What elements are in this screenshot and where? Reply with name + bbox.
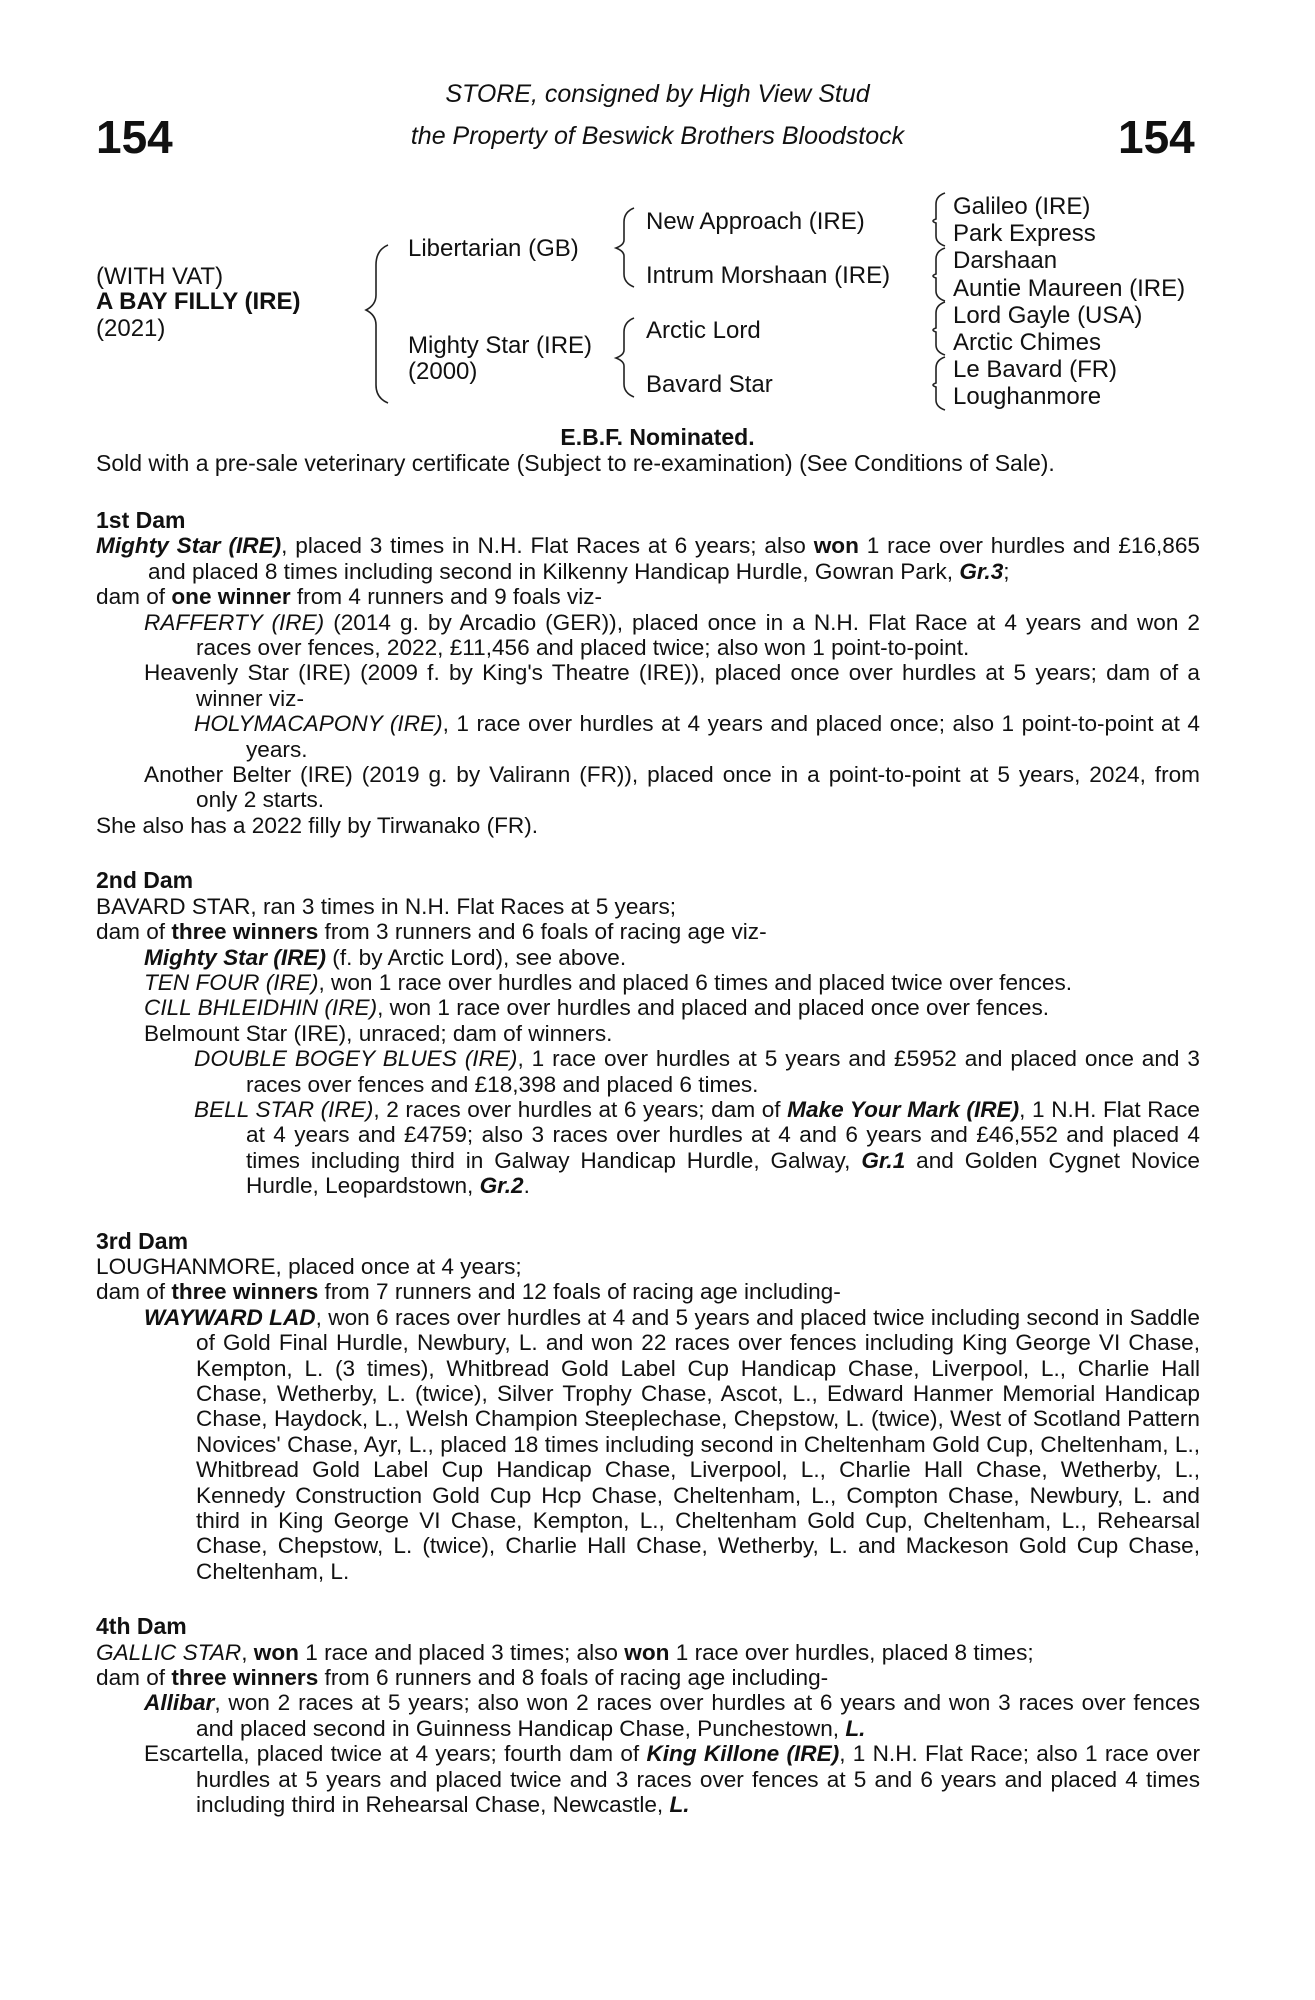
dam4-dam-of [96, 1665, 1200, 1690]
lot-number-left: 154 [96, 111, 173, 163]
brace-sire [616, 208, 634, 287]
dam2-dam-of [96, 919, 1200, 944]
dam3-heading: 3rd Dam [96, 1227, 189, 1254]
sire-dam: Intrum Morshaan (IRE) [646, 262, 891, 289]
dam1-damof-a: dam of [96, 584, 172, 610]
dam4-o2-t2: , 1 N.H. Flat Race; also 1 race over hurdles at 5 years and placed twice and 3 races over fences at 5 and 6 years and placed 4 times including third in Rehearsal Chase, Newcastle, [196, 1741, 1200, 1818]
dam2-heading: 2nd Dam [96, 867, 194, 894]
dam1-won: won [813, 533, 859, 559]
subject-vat: (WITH VAT) [96, 263, 224, 290]
dam4-won2: won [624, 1639, 670, 1665]
dam3-damof-c: from 7 runners and 12 foals of racing age including- [318, 1279, 841, 1305]
ped-dsd: Arctic Chimes [953, 329, 1102, 356]
dam2-offspring-4a [96, 1046, 1200, 1097]
dam2-o3-text: , won 1 race over hurdles and placed and placed once over fences. [377, 995, 1050, 1021]
dam2-damof-c: from 3 runners and 6 foals of racing age viz- [318, 919, 767, 945]
brace-main [366, 245, 388, 403]
ebf-nominated: E.B.F. Nominated. [560, 424, 755, 450]
dam4-text-c: 1 race over hurdles, placed 8 times; [669, 1639, 1034, 1665]
brace-dam [616, 318, 634, 397]
dam4-o1-name: Allibar [144, 1690, 215, 1716]
dam1-offspring-1 [96, 610, 1200, 661]
dam2-record: BAVARD STAR, ran 3 times in N.H. Flat Races at 5 years; [96, 893, 677, 919]
dam4-name: GALLIC STAR [96, 1639, 242, 1665]
dam1-o1-text: (2014 g. by Arcadio (GER)), placed once in a N.H. Flat Race at 4 years and won 2 races over fences, 2022, £11,456 and placed twice; also won 1 point-to-point. [196, 609, 1200, 661]
brace-dd [933, 357, 945, 410]
dam4-o1-text: , won 2 races at 5 years; also won 2 races over hurdles at 6 years and won 3 races over fences and placed second in Guinness Handicap Chase, Punchestown, [196, 1690, 1200, 1741]
dam2-damof-b: three winners [171, 919, 319, 945]
dam4-won: won [253, 1639, 299, 1665]
dam3-record: LOUGHANMORE, placed once at 4 years; [96, 1253, 522, 1279]
dam2-o4b-t3: and Golden Cygnet Novice Hurdle, Leopardstown, [246, 1147, 1200, 1199]
dam4-offspring-2 [96, 1741, 1200, 1817]
lot-number-right: 154 [1118, 111, 1195, 163]
dam2-o4b-mark: Make Your Mark (IRE) [787, 1096, 1020, 1122]
dam2-o4a-text: , 1 race over hurdles at 5 years and £5952 and placed once and 3 races over fences and £18,398 and placed 6 times. [246, 1046, 1200, 1097]
dam2-offspring-2 [96, 970, 1200, 995]
header-property: the Property of Beswick Brothers Bloodstock [410, 122, 905, 150]
dam: Mighty Star (IRE) [408, 332, 593, 359]
dam2-o2-text: , won 1 race over hurdles and placed 6 times and placed twice over fences. [318, 969, 1073, 995]
dam2-offspring-1 [96, 945, 1200, 970]
dam1-offspring-3: Another Belter (IRE) (2019 g. by Valirann (FR)), placed once in a point-to-point at 5 years, 2024, from only 2 starts. [144, 762, 1200, 813]
dam1-damof-b: one winner [171, 584, 291, 610]
dam4-record [96, 1640, 1200, 1665]
dam4-o1-listed: L. [845, 1715, 866, 1741]
dam4-text-b: 1 race and placed 3 times; also [298, 1639, 625, 1665]
dam2-o4b-t1: , 2 races over hurdles at 6 years; dam of [373, 1096, 788, 1122]
dam3-dam-of [96, 1279, 1200, 1304]
sire: Libertarian (GB) [408, 235, 579, 262]
dam2-o4b-name: BELL STAR (IRE) [194, 1096, 374, 1122]
dam3-damof-b: three winners [171, 1279, 319, 1305]
brace-ds [933, 302, 945, 355]
ped-sss: Galileo (IRE) [953, 193, 1091, 220]
dam-year: (2000) [408, 358, 478, 385]
dam1-offspring-2: Heavenly Star (IRE) (2009 f. by King's Theatre (IRE)), placed once over hurdles at 5 years; dam of a winner viz- [144, 660, 1200, 711]
dam4-o2-name: King Killone (IRE) [646, 1741, 840, 1767]
dam2-o4b-t2: , 1 N.H. Flat Race at 4 years and £4759; also 3 races over hurdles at 4 and 6 years and £46,552 and placed 4 times including third in Galway Handicap Hurdle, Galway, [246, 1096, 1200, 1173]
dam1-heading: 1st Dam [96, 507, 186, 533]
dam2-o4b-gr1: Gr.1 [861, 1147, 906, 1173]
dam2-o1-name: Mighty Star (IRE) [144, 944, 327, 970]
dam1-damof-c: from 4 runners and 9 foals viz- [290, 584, 603, 610]
dam2-offspring-3 [96, 995, 1200, 1020]
subject-year: (2021) [96, 315, 166, 342]
dam1-o2a-name: HOLYMACAPONY (IRE) [194, 711, 443, 737]
dam2-damof-a: dam of [96, 919, 172, 945]
dam2-o3-name: CILL BHLEIDHIN (IRE) [144, 995, 378, 1021]
header-consignor: STORE, consigned by High View Stud [445, 80, 870, 108]
ped-ssd: Park Express [953, 220, 1096, 247]
sire-sire: New Approach (IRE) [646, 208, 865, 235]
dam1-name: Mighty Star (IRE) [96, 533, 282, 559]
dam4-o2-listed: L. [669, 1792, 690, 1818]
dam-sire: Arctic Lord [646, 317, 761, 344]
dam2-o2-name: TEN FOUR (IRE) [144, 969, 319, 995]
dam1-grade: Gr.3 [959, 558, 1004, 584]
dam2-o4b-gr2: Gr.2 [479, 1173, 524, 1199]
brace-ss [933, 193, 945, 246]
dam1-record [96, 533, 1200, 584]
dam2-o4a-name: DOUBLE BOGEY BLUES (IRE) [194, 1046, 518, 1072]
dam1-text-b: 1 race over hurdles and £16,865 and placed 8 times including second in Kilkenny Handicap Hurdle, Gowran Park, [148, 533, 1200, 584]
dam1-offspring-2a [96, 711, 1200, 762]
dam3-o1-text: , won 6 races over hurdles at 4 and 5 years and placed twice including second in Saddle of Gold Final Hurdle, Newbury, L. and won 22 races over fences including King George VI Chase, Kempton, L. (3 times), Whitbread Gold Label Cup Handicap Chase, Liverpool, L., Charlie Hall Chase, Wetherby, L. (twice), Silver Trophy Chase, Ascot, L., Edward Hanmer Memorial Handicap Chase, Haydock, L., Welsh Champion Steeplechase, Chepstow, L. (twice), West of Scotland Pattern Novices' Chase, Ayr, L., placed 18 times including second in Cheltenham Gold Cup, Cheltenham, L., Whitbread Gold Label Cup Handicap Chase, Liverpool, L., Charlie Hall Chase, Wetherby, L., Kennedy Construction Gold Cup Hcp Chase, Cheltenham, L., Compton Chase, Newbury, L. and third in King George VI Chase, Kempton, L., Cheltenham Gold Cup, Cheltenham, L., Rehearsal Chase, Chepstow, L. (twice), Charlie Hall Chase, Wetherby, L. and Mackeson Gold Cup Chase, Cheltenham, L. [196, 1304, 1200, 1584]
dam4-text-a: , [241, 1639, 254, 1665]
ped-dds: Le Bavard (FR) [953, 356, 1118, 383]
dam1-text-a: , placed 3 times in N.H. Flat Races at 6 years; also [281, 533, 814, 559]
dam2-o4b-t4: . [523, 1173, 530, 1199]
dam-dam: Bavard Star [646, 371, 773, 398]
dam2-offspring-4: Belmount Star (IRE), unraced; dam of winners. [144, 1020, 613, 1046]
dam4-damof-a: dam of [96, 1665, 172, 1691]
dam1-text-c: ; [1003, 558, 1010, 584]
subject-name: A BAY FILLY (IRE) [96, 288, 301, 315]
brace-sd [933, 248, 945, 301]
dam2-o1-text: (f. by Arctic Lord), see above. [326, 944, 627, 970]
dam1-dam-of [96, 584, 1200, 609]
catalogue-body [96, 474, 1200, 1818]
ped-ddd: Loughanmore [953, 383, 1102, 410]
vet-note: Sold with a pre-sale veterinary certificate (Subject to re-examination) (See Conditions of Sale). [96, 450, 1055, 476]
dam4-damof-c: from 6 runners and 8 foals of racing age including- [318, 1665, 829, 1691]
dam4-heading: 4th Dam [96, 1613, 187, 1640]
ped-sds: Darshaan [953, 247, 1058, 274]
dam1-also: She also has a 2022 filly by Tirwanako (FR). [96, 812, 539, 838]
ped-dss: Lord Gayle (USA) [953, 302, 1143, 329]
dam2-offspring-4b [96, 1097, 1200, 1199]
dam4-o2-t1: Escartella, placed twice at 4 years; fourth dam of [144, 1741, 647, 1767]
dam3-offspring-1 [96, 1305, 1200, 1584]
ped-sdd: Auntie Maureen (IRE) [953, 275, 1186, 302]
dam4-offspring-1 [96, 1690, 1200, 1741]
dam3-damof-a: dam of [96, 1279, 172, 1305]
dam3-o1-name: WAYWARD LAD [144, 1304, 316, 1330]
dam1-o2a-text: , 1 race over hurdles at 4 years and placed once; also 1 point-to-point at 4 years. [246, 711, 1201, 762]
dam4-damof-b: three winners [171, 1665, 319, 1691]
dam1-o1-name: RAFFERTY (IRE) [144, 609, 325, 635]
